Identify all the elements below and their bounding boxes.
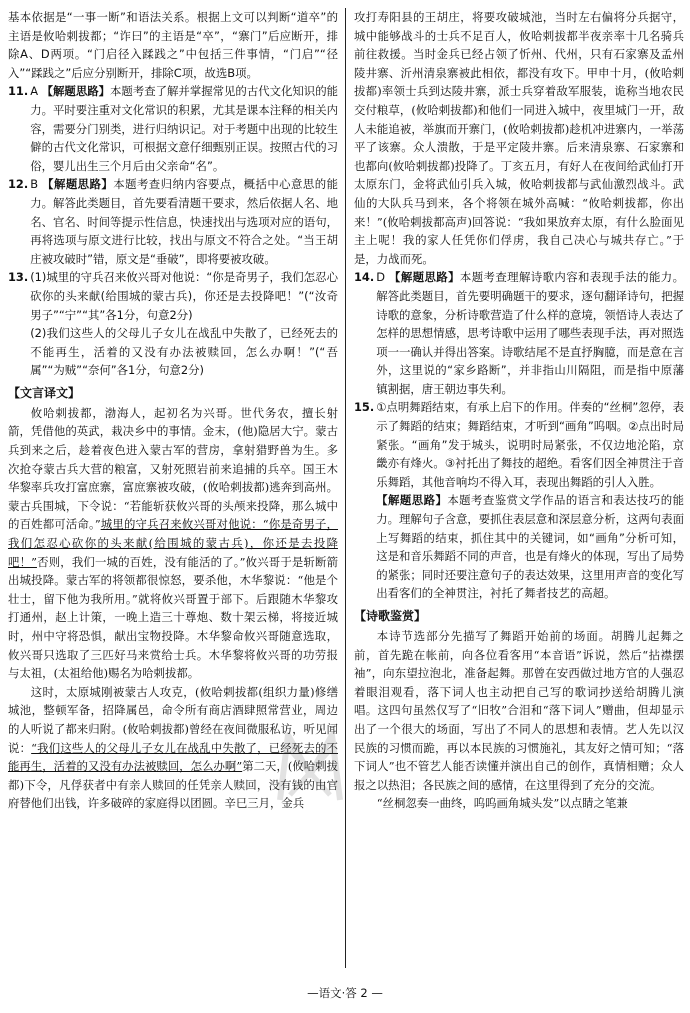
answer-text: ①点明舞蹈结束，有承上启下的作用。伴奏的“丝桐”忽停，表示了舞蹈的结束；舞蹈结束，才听到“画角”呜咽。②点出时局紧张。“画角”发于城头，说明时局紧张，不仅边地沦陷，京畿亦有烽火。③衬托出了舞技的超绝。看客们因全神贯注于音乐舞蹈，其他音响均不得入耳，表现出舞蹈的引人入胜。 [376, 400, 684, 489]
question-15 [354, 398, 684, 603]
underlined-translation: 城里的守兵召来攸兴哥对他说：“你是奇男子，我们怎忍心砍你的头来献(给围城的蒙古兵)，你还是去投降吧！” [8, 517, 339, 569]
question-number: 11. [8, 84, 29, 99]
question-number: 15. [354, 400, 375, 415]
solution-text: 本题考查鉴赏文学作品的语言和表达技巧的能力。理解句子含意，要抓住表层意和深层意分析，这两句表面上写舞蹈的结束，抓住其中的关键词，如“画角”分析可知，这是和音乐舞蹈不同的声音，也是有烽火的体现，写出了局势的紧张；同时还要注意句子的表达效果，这里用声音的变化写出看客们的全神贯注，衬托了舞者技艺的高超。 [376, 493, 684, 601]
left-column [8, 8, 338, 813]
page-footer: —语文·答 2 — [307, 986, 383, 1000]
poetry-paragraph-2: “丝桐忽奏一曲终，呜呜画角城头发”以点睛之笔兼 [376, 796, 628, 811]
column-divider [345, 8, 346, 968]
underlined-translation: “我们这些人的父母儿子女儿在战乱中失散了，已经死去的不能再生，活着的又没有办法被赎回，怎么办啊” [8, 740, 338, 774]
translation-text: 攸哈剌拔都，渤海人，起初名为兴哥。世代务农，擅长射箭，凭借他的英武，栽决乡中的事情。金末，(他)隐居大宁。蒙古兵到来之后，趁着夜色进入蒙古军的营房，拿射猎野兽为生。多次抢夺蒙古兵大营的粮富，又射死照岩前来追捕的兵卒。国王木华黎率兵攻打富庶寨，富庶寨被攻破，(攸哈剌拔都)逃奔到高州。蒙古兵围城，下令说：“若能斩获攸兴哥的头颅来投降，那么城中的百姓都可活命。” [8, 405, 338, 532]
answer-letter: B [30, 177, 39, 192]
answer-letter: A [30, 84, 38, 99]
question-number: 14. [354, 270, 375, 285]
question-14 [354, 268, 684, 398]
translation-text: 这时，太原城刚被蒙古人攻克，(攸哈剌拔都(组织力量)修缮城池，整顿军备，招降属邑，命令所有商店酒肆照常营业，周边的人听说了都来归附。(攸哈剌拔都)曾经在夜间微服私访，听见闻说： [8, 684, 338, 755]
section-title-translation: 【文言译文】 [8, 385, 81, 400]
solution-tag: 【解题思路】 [42, 177, 114, 192]
solution-tag: 【解题思路】 [389, 270, 460, 285]
answer-part-1: (1)城里的守兵召来攸兴哥对他说：“你是奇男子，我们怎忍心砍你的头来献(给围城的蒙古兵)，你还是去投降吧！”(“汝奇男子”“宁”“其”各1分，句意2分) [30, 270, 338, 322]
right-column [354, 8, 684, 813]
section-title-poetry: 【诗歌鉴赏】 [354, 609, 427, 623]
translation-text: 第二天，(攸哈剌拔都)下令，凡俘获者中有亲人赎回的任凭亲人赎回，没有钱的由官府替他们出钱，许多破碎的家庭得以团圆。辛巳三月，金兵 [8, 759, 338, 811]
solution-text: 本题考查了解并掌握常见的古代文化知识的能力。平时要注重对文化常识的积累，尤其是课本注释的相关内容，需要分门别类，进行归纳识记。对于考题中出现的比较生僻的古代文化常识，可根据文意仔细甄别正误。按照古代的习俗，婴儿出生三个月后由父亲命“名”。 [30, 84, 338, 173]
intro-paragraph: 基本依据是“一事一断”和语法关系。根据上文可以判断“道卒”的主语是攸哈剌拔都；“诈曰”的主语是“卒”，“寨门”后应断开，排除A、D两项。“门启径入蹂践之”中包括三件事情，“门启”“径入”“蹂践之”后应分别断开，排除C项，故选B项。 [8, 10, 338, 80]
solution-tag: 【解题思路】 [376, 493, 448, 508]
translation-text: 否则，我们一城的百姓，没有能活的了。”攸兴哥于是斩断箭出城投降。蒙古军的将领都很惊怒，要杀他，木华黎说：“他是个壮士，留下他为我所用。”就将攸兴哥置于部下。后跟随木华黎攻打通州，赵上计策，一晚上造三十尊炮、数十架云梯，将接近城时，州中守将恐惧，献出宝物投降。木华黎命攸兴哥随意选取，攸兴哥只选取了三匹好马来赏给士兵。木华黎将攸兴哥的功劳报与太祖，(太祖给他)赐名为哈剌拔都。 [8, 554, 339, 681]
question-number: 12. [8, 177, 29, 192]
translation-paragraph-2 [8, 683, 338, 813]
question-12 [8, 175, 338, 268]
translation-paragraph-1 [8, 404, 338, 683]
poetry-paragraph-1: 本诗节选部分先描写了舞蹈开始前的场面。胡腾儿起舞之前，首先跪在帐前，向各位看客用“本音语”诉说，然后“拈襟摆袖”，向东望拉泡北，准备起舞。那曾在安西做过地方官的人强忍着眼泪观看，落下词人也主动把自己写的歌词抄送给胡腾儿演唱。这四句虽然仅写了“旧牧”合泪和“落下词人”赠曲，但却显示出了一个很大的场面，写出了不同人的思想和表情。艺人先以汉民族的习惯而跪，再以本民族的习惯施礼，其友好之情可知；“落下词人”也不管艺人能否读懂并演出自己的创作，真情相赠；众人报之以热泪；各民族之间的感情，在这里得到了充分的交流。 [354, 629, 684, 792]
answer-part-2: (2)我们这些人的父母儿子女儿在战乱中失散了，已经死去的不能再生，活着的又没有办法被赎回，怎么办啊！”(“吾属”“为贼”“奈何”各1分，句意2分) [30, 326, 338, 378]
solution-text: 本题考查归纳内容要点，概括中心意思的能力。解答此类题目，首先要看清题干要求，然后依据人名、地名、官名、时间等提示性信息，快速找出与选项对应的语句，再将选项与原文进行比较，找出与原文不符合之处。“当王胡庄被攻破时”错，原文是“垂破”，即将要被攻破。 [30, 177, 338, 266]
solution-text: 本题考查理解诗歌内容和表现手法的能力。解答此类题目，首先要明确题干的要求，逐句翻译诗句，把握诗歌的意象，分析诗歌营造了什么样的意境，领悟诗人表达了怎样的思想情感，思考诗歌中运用了哪些表现手法，再对照选项一一确认并得出答案。诗歌结尾不是直抒胸臆，而是意在言外，这里说的“家乡路断”，并非指山川隔阻，而是指中原藩镇割据，唐王朝边事失利。 [376, 270, 684, 396]
question-number: 13. [8, 270, 29, 285]
question-13 [8, 268, 338, 380]
question-11 [8, 82, 338, 175]
answer-letter: D [376, 270, 385, 285]
solution-tag: 【解题思路】 [41, 84, 111, 99]
translation-continued: 攻打寿阳县的王胡庄，将要攻破城池，当时左右偏将分兵据守，城中能够战斗的士兵不足百人，攸哈剌拔都半夜亲率十几名骑兵前往救援。当时金兵已经占领了忻州、代州，只有石家寨及孟州陵井寨、沂州清泉寨被此相依，都没有攻下。甲申十月，(攸哈剌拔都)率领士兵到达陵井寨，派士兵穿着敌军服装，诡称当地农民交付粮草，(攸哈剌拔都)和他们一同进入城中，夜里城门一开，敌人未能追被，举旗而开寨门，(攸哈剌拔都)趁机冲进寨内，一举荡平了该寨。众人溃散，于是平定陵井寨。后来清泉寨、石家寨和也都向(攸哈剌拔都)投降了。丁亥五月，有好人在夜间给武仙打开太原东门，金将武仙引兵入城，攸哈剌拔都与武仙激烈战斗。武仙的大队兵马到来，各个将领在城外高喊：“攸哈剌拔都，你出来！”(攸哈剌拔都高声)回答说：“我如果放弃太原，有什么脸面见主上呢！我的家人任凭你们俘虏，我自己决心与城共存亡。”于是，力战而死。 [354, 10, 684, 266]
